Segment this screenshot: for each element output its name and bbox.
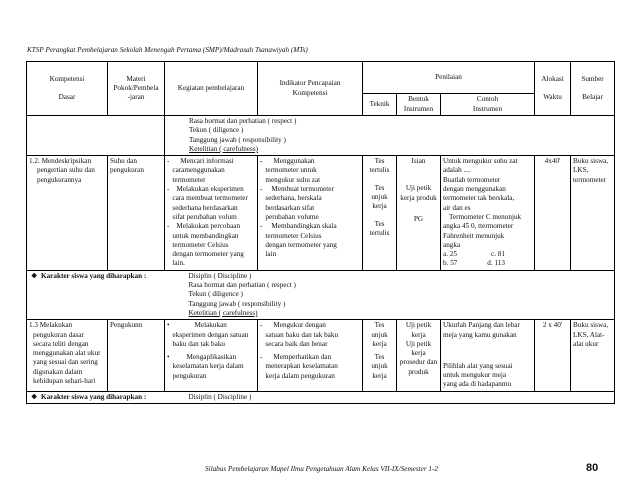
- diamond-bullet-icon: ❖: [31, 271, 38, 280]
- indikator-cell: - Mengukur dengan satuan baku dan tak baku secara baik dan benar - Memperhatikan dan menerapkan keselamatan kerja dalam pengukuran: [258, 320, 363, 391]
- karakter-list-top: Rasa hormat dan perhatian ( respect ) Tekun ( diligence ) Tanggung jawab ( responsibility ) Ketelitian ( carefulness): [165, 116, 615, 156]
- page-header: KTSP Perangkat Pembelajaran Sekolah Menengah Pertama (SMP)/Madrasah Tsanawiyah (MTs): [27, 46, 308, 54]
- table-row: [27, 320, 615, 391]
- col-materi: Materi Pokok/Pembela -jaran: [108, 62, 165, 116]
- kegiatan-cell: • Melakukan eksperimen dengan satuan baku dan tak baku • Mengaplikasikan keselamatan kerja dalam pengukuran: [165, 320, 258, 391]
- col-teknik: Teknik: [363, 94, 397, 116]
- col-penilaian: Penilaian: [363, 62, 535, 94]
- karakter-heading: ❖ Karakter siswa yang diharapkan :: [27, 391, 165, 403]
- col-indikator: Indikator Pencapaian Kompetensi: [258, 62, 363, 116]
- bentuk-cell: Isian Uji petik kerja produk PG: [397, 156, 441, 271]
- page-number: 80: [586, 462, 599, 474]
- col-contoh: Contoh Instrumen: [441, 94, 535, 116]
- syllabus-table: [26, 61, 615, 404]
- karakter-list-bottom: Disiplin ( Discipline ): [165, 391, 615, 403]
- materi-cell: Pengukunn: [108, 320, 165, 391]
- teknik-cell: Tes tertulis Tes unjuk kerja Tes tertulis: [363, 156, 397, 271]
- alokasi-cell: 4x40': [535, 156, 571, 271]
- kd-cell: 1.3 Melakukan pengukuran dasar secara teliti dengan menggunakan alat ukur yang sesuai dan sering digunakan dalam kehidupan sehari-hari: [27, 320, 108, 391]
- contoh-cell: Untuk mengukur suhu zat adalah .... Buatlah termometer dengan menggunakan termometer tak berskala, air dan es Termometer C menunjuk angka 45 0, ttermometer Fahrenheit menunjuk angka a. 25 c. 81 b. 57 d. 113: [441, 156, 535, 271]
- karakter-list-mid: Disiplin ( Discipline ) Rasa hormat dan perhatian ( respect ) Tekun ( diligence ) Tanggung jawab ( responsibility ) Ketelitian ( carefulness): [165, 270, 615, 319]
- sumber-cell: Buku siswa, LKS, Alat- alat ukur: [571, 320, 615, 391]
- contoh-cell: Ukurlah Panjang dan lebar meja yang kamu gunakan Pilihlah alat yang sesuai untuk mengukur meja yang ada di hadapanmu: [441, 320, 535, 391]
- kegiatan-cell: - Mencari informasi caramenggunakan termometer - Melakukan eksperimen cara membuat termometer sederhana berdasarkan sifat perubahan volum - Melakukan percobaan untuk membandingkan termometer Celsius dengan termometer yang lain.: [165, 156, 258, 271]
- diamond-bullet-icon: ❖: [31, 392, 38, 401]
- karakter-heading: ❖ Karakter siswa yang diharapkan :: [27, 270, 165, 319]
- teknik-cell: Tes unjuk kerja Tes unjuk kerja: [363, 320, 397, 391]
- sumber-cell: Buku siswa, LKS, termometer: [571, 156, 615, 271]
- kd-cell: 1.2. Mendeskripsikan pengertian suhu dan pengukurannya: [27, 156, 108, 271]
- indikator-cell: - Menggunakan termometer untuk mengukur suhu zat - Membuat termometer sederhana, berskala berdasarkan sifat perubahan volume - Membandingkan skala termometer Celsius dengan termometer yang lain: [258, 156, 363, 271]
- col-sumber: Sumber Belajar: [571, 62, 615, 116]
- col-bentuk: Bentuk Instrumen: [397, 94, 441, 116]
- alokasi-cell: 2 x 40': [535, 320, 571, 391]
- col-kompetensi: Kompetensi Dasar: [27, 62, 108, 116]
- page-footer: Silabus Pembelajaran Mapel Ilmu Pengetahuan Alam Kelas VII-IX/Semester 1-2: [205, 465, 439, 473]
- col-kegiatan: Kegiatan pembelajaran: [165, 62, 258, 116]
- table-row: [27, 156, 615, 271]
- bentuk-cell: Uji petik kerja Uji petik kerja prosedur dan produk: [397, 320, 441, 391]
- col-alokasi: Alokasi Waktu: [535, 62, 571, 116]
- materi-cell: Suhu dan pengukuran: [108, 156, 165, 271]
